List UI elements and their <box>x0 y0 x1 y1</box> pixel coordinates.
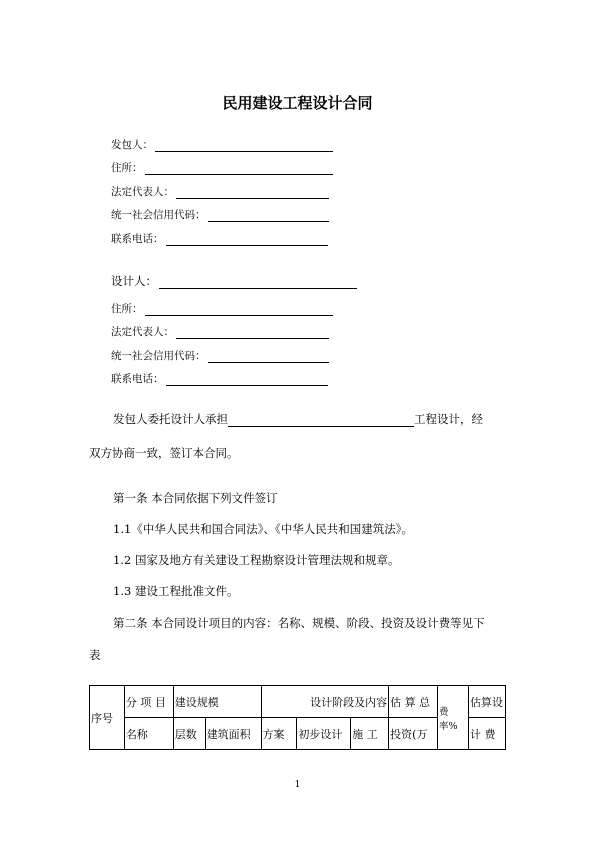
designer-credit-blank[interactable] <box>208 351 329 363</box>
client-phone-label: 联系电话： <box>111 233 164 245</box>
header-stage: 设计阶段及内容 <box>261 686 389 718</box>
header-item-line-1: 分 项 目 <box>124 686 173 718</box>
designer-name-blank[interactable] <box>159 277 357 289</box>
article-2-line-1: 第二条 本合同设计项目的内容：名称、规模、阶段、投资及设计费等见下 <box>113 616 485 630</box>
client-address-blank[interactable] <box>145 163 333 175</box>
intro-line-1-post: 工程设计，经 <box>414 412 483 426</box>
client-phone-blank[interactable] <box>166 234 328 246</box>
header-fee-line-2: 计 费 <box>469 718 506 750</box>
client-credit-blank[interactable] <box>208 210 329 222</box>
designer-name-label: 设计人： <box>111 274 157 288</box>
header-construction: 施 工 <box>351 718 389 750</box>
client-credit-label: 统一社会信用代码： <box>111 209 206 221</box>
client-name-blank[interactable] <box>155 140 333 152</box>
designer-phone-field <box>111 371 328 386</box>
designer-phone-label: 联系电话： <box>111 373 164 385</box>
designer-rep-blank[interactable] <box>176 327 329 339</box>
header-scale: 建设规模 <box>173 686 261 718</box>
intro-line-1-pre: 发包人委托设计人承担 <box>113 412 228 426</box>
article-1-1: 1.1《中华人民共和国合同法》、《中华人民共和国建筑法》。 <box>113 522 414 536</box>
client-rep-blank[interactable] <box>176 187 329 199</box>
client-credit-field <box>111 207 329 222</box>
header-floors: 层数 <box>173 718 205 750</box>
client-rep-field <box>111 184 329 199</box>
header-invest-line-2: 投资(万 <box>389 718 438 750</box>
designer-address-blank[interactable] <box>145 304 333 316</box>
designer-address-label: 住所： <box>111 303 143 315</box>
intro-line-2: 双方协商一致，签订本合同。 <box>89 446 239 460</box>
designer-name-field <box>111 273 357 289</box>
designer-credit-field <box>111 348 329 363</box>
page-title: 民用建设工程设计合同 <box>222 94 373 112</box>
header-scheme: 方案 <box>261 718 297 750</box>
header-fee-line-1: 估算设 <box>469 686 506 718</box>
client-address-field <box>111 160 333 175</box>
project-name-blank[interactable] <box>228 414 414 427</box>
table-header-row-1 <box>90 686 506 718</box>
header-rate: 费率% <box>438 686 469 750</box>
header-seq: 序号 <box>90 686 125 750</box>
article-1-heading: 第一条 本合同依据下列文件签订 <box>113 491 278 505</box>
header-prelim: 初步设计 <box>297 718 351 750</box>
client-rep-label: 法定代表人： <box>111 186 174 198</box>
client-name-field <box>111 137 333 152</box>
article-1-2: 1.2 国家及地方有关建设工程勘察设计管理法规和规章。 <box>113 553 400 567</box>
designer-credit-label: 统一社会信用代码： <box>111 350 206 362</box>
header-invest-line-1: 估 算 总 <box>389 686 438 718</box>
client-phone-field <box>111 231 328 246</box>
designer-rep-label: 法定代表人： <box>111 326 174 338</box>
designer-address-field <box>111 301 333 316</box>
designer-phone-blank[interactable] <box>166 374 328 386</box>
intro-line-1 <box>113 411 483 427</box>
header-area: 建筑面积 <box>205 718 261 750</box>
header-item-line-2: 名称 <box>124 718 173 750</box>
design-items-table <box>89 685 506 750</box>
page-number: 1 <box>294 780 301 790</box>
article-1-3: 1.3 建设工程批准文件。 <box>113 584 239 598</box>
article-2-line-2: 表 <box>89 648 101 662</box>
client-name-label: 发包人： <box>111 139 153 151</box>
client-address-label: 住所： <box>111 162 143 174</box>
designer-rep-field <box>111 324 329 339</box>
